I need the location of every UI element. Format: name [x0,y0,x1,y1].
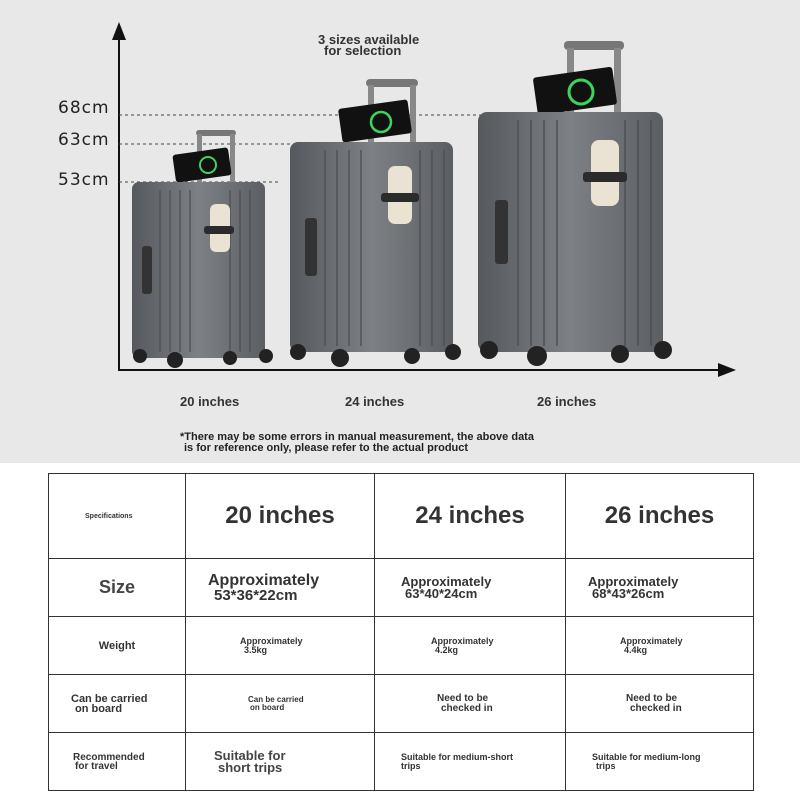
carry-cell-24-line-1: Need to be [437,692,489,704]
size-cell-24-line-1: Approximately [401,573,492,589]
row-label-carry-on-line-1: Can be carried [71,692,148,705]
carry-cell-20-line-2: on board [250,702,285,712]
row-label-carry-on-line-2: on board [75,702,123,715]
travel-cell-20-line-1: Suitable for [214,747,286,763]
carry-cell-20 [186,675,375,733]
y-axis-arrow-icon [112,22,126,40]
suitcase-20-inch [132,130,273,368]
row-label-size: Size [49,559,186,617]
carry-cell-24 [375,675,566,733]
carry-cell-26 [566,675,754,733]
table-row-travel [49,733,754,791]
size-label-26: 26 inches [537,394,597,409]
heading-line-2: for selection [324,43,402,58]
row-label-carry-on [49,675,186,733]
travel-cell-26 [566,733,754,791]
size-cell-26-line-2: 68*43*26cm [592,585,665,601]
travel-cell-24-line-2: trips [401,760,421,771]
weight-cell-20 [186,617,375,675]
travel-cell-20-line-2: short trips [218,759,283,775]
row-label-travel [49,733,186,791]
row-label-weight: Weight [49,617,186,675]
travel-cell-20 [186,733,375,791]
suitcase-26-inch [478,41,672,366]
size-cell-20-line-1: Approximately [208,571,320,589]
size-cell-20 [186,559,375,617]
heading-line-1: 3 sizes available [318,32,420,47]
suitcase-24-inch [290,79,461,367]
height-label-68cm: 68cm [58,98,110,118]
travel-cell-26-line-1: Suitable for medium-long [592,751,701,762]
travel-cell-24-line-1: Suitable for medium-short [401,751,514,762]
size-cell-24 [375,559,566,617]
weight-cell-26-line-1: Approximately [620,635,683,646]
weight-cell-24-line-1: Approximately [431,635,494,646]
travel-cell-24 [375,733,566,791]
column-header-26: 26 inches [566,474,754,559]
column-header-24: 24 inches [375,474,566,559]
carry-cell-24-line-2: checked in [441,702,493,714]
row-label-travel-line-1: Recommended [73,751,145,763]
size-label-20: 20 inches [180,394,240,409]
note-line-1: *There may be some errors in manual measurement, the above data [180,431,534,443]
size-cell-24-line-2: 63*40*24cm [405,585,478,601]
size-cell-26 [566,559,754,617]
size-cell-26-line-1: Approximately [588,573,679,589]
column-header-20: 20 inches [186,474,375,559]
note-line-2: is for reference only, please refer to the actual product [184,442,469,454]
carry-cell-26-line-1: Need to be [626,692,678,704]
table-row-size [49,559,754,617]
carry-cell-26-line-2: checked in [630,702,682,714]
height-label-63cm: 63cm [58,130,110,150]
weight-cell-24-line-2: 4.2kg [435,644,459,655]
weight-cell-26 [566,617,754,675]
height-label-53cm: 53cm [58,170,110,190]
travel-cell-26-line-2: trips [596,760,616,771]
row-label-travel-line-2: for travel [75,760,118,772]
carry-cell-20-line-1: Can be carried [248,694,304,704]
table-row-carry-on [49,675,754,733]
specifications-table [48,473,754,791]
weight-cell-20-line-2: 3.5kg [244,644,268,655]
x-axis-arrow-icon [718,363,736,377]
table-row-weight [49,617,754,675]
table-header-row [49,474,754,559]
weight-cell-20-line-1: Approximately [240,635,303,646]
weight-cell-24 [375,617,566,675]
heading [318,34,468,56]
size-cell-20-line-2: 53*36*22cm [214,586,298,604]
table-corner-cell: Specifications [49,474,186,559]
measurement-note [180,432,640,454]
size-label-24: 24 inches [345,394,405,409]
weight-cell-26-line-2: 4.4kg [624,644,648,655]
